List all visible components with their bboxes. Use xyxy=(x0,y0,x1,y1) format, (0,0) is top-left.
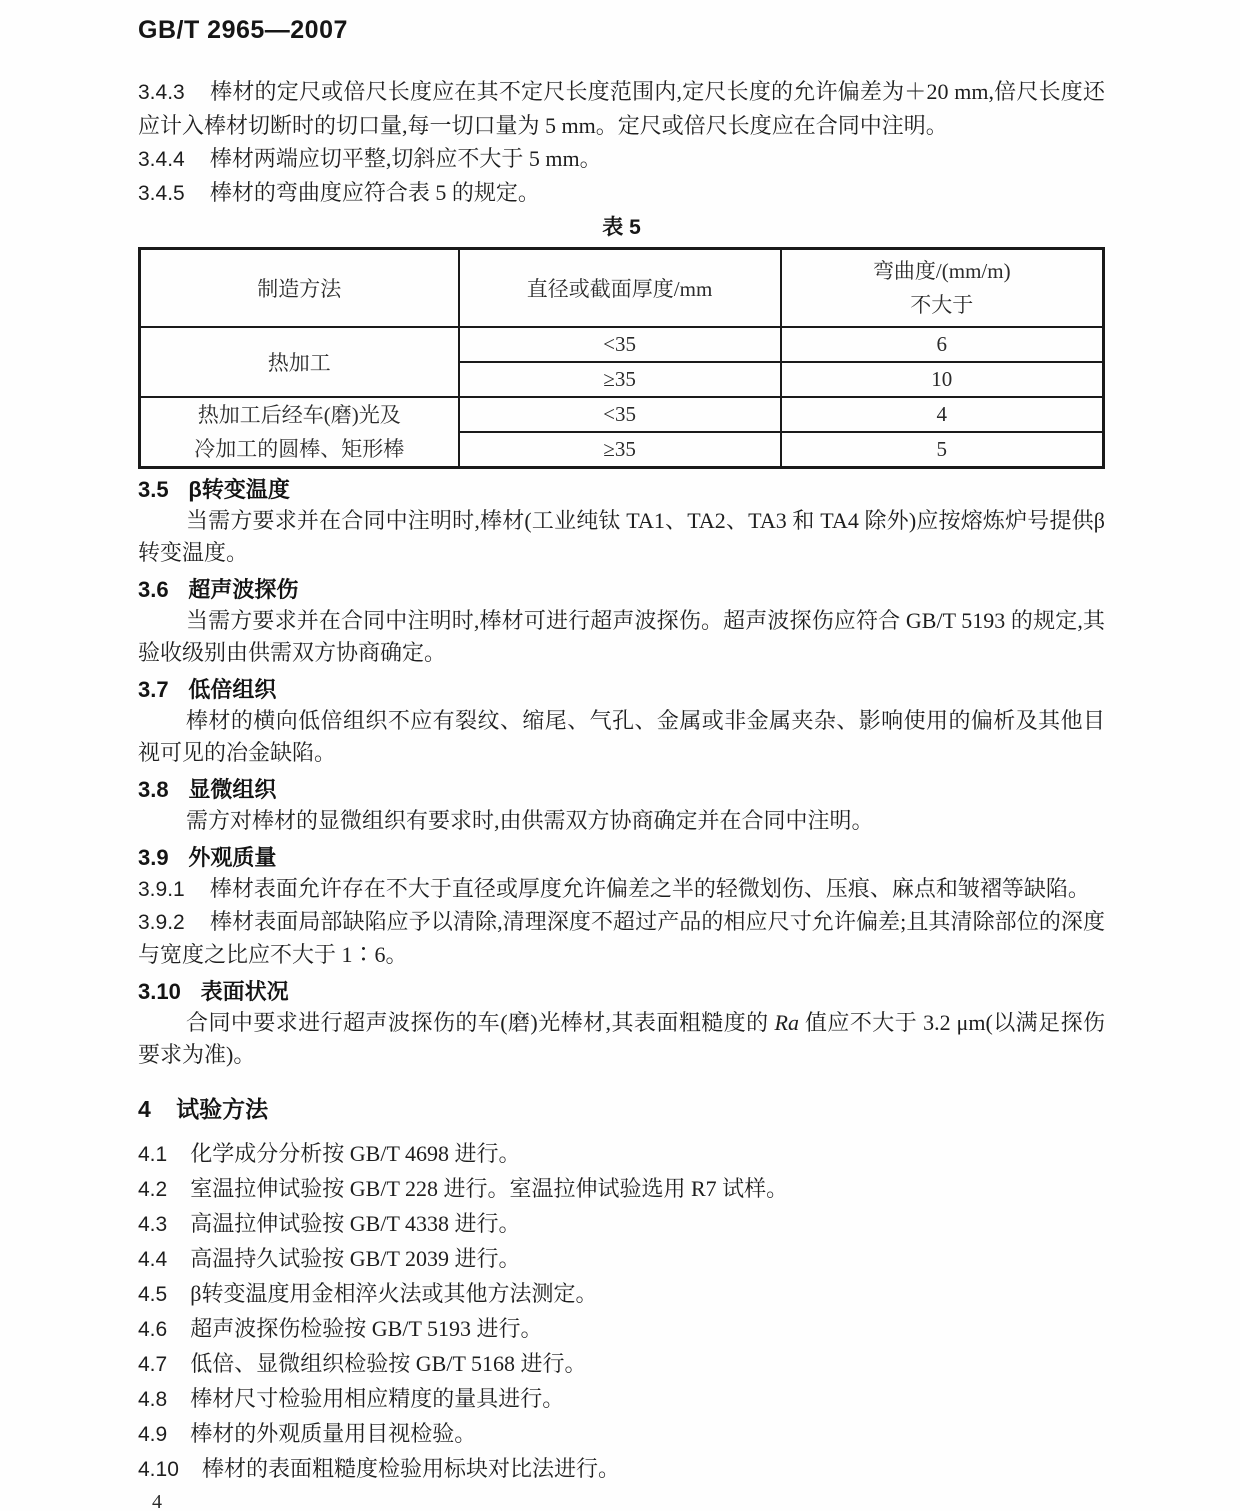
section-3-10-number: 3.10 xyxy=(138,978,181,1004)
table5-bend-cell: 10 xyxy=(781,362,1104,397)
clause-4-9-text: 棒材的外观质量用目视检验。 xyxy=(190,1420,477,1446)
table5-header-bend-line2: 不大于 xyxy=(910,292,974,317)
section-3-6 xyxy=(138,575,1105,669)
clause-3-4-3-number: 3.4.3 xyxy=(138,81,185,104)
section-3-8-heading xyxy=(138,775,1105,805)
section-3-7-paragraph: 棒材的横向低倍组织不应有裂纹、缩尾、气孔、金属或非金属夹杂、影响使用的偏析及其他目视可见的冶金缺陷。 xyxy=(138,707,1105,765)
table5-size-cell: <35 xyxy=(459,327,781,362)
clause-4-10-text: 棒材的表面粗糙度检验用标块对比法进行。 xyxy=(201,1455,620,1481)
clause-3-9-2-text: 棒材表面局部缺陷应予以清除,清理深度不超过产品的相应尺寸允许偏差;且其清除部位的深度与宽度之比应不大于 1∶6。 xyxy=(138,908,1105,967)
table5-bend-cell: 4 xyxy=(781,397,1104,432)
clause-4-3-text: 高温拉伸试验按 GB/T 4338 进行。 xyxy=(190,1210,521,1236)
table5-row xyxy=(140,327,1104,362)
section-3-10-text-after: 值应不大于 3.2 μm(以满足探伤要求为准)。 xyxy=(138,1009,1106,1067)
clause-4-8-number: 4.8 xyxy=(138,1387,168,1411)
section-3-6-number: 3.6 xyxy=(138,576,169,602)
section-3-10-text-before: 合同中要求进行超声波探伤的车(磨)光棒材,其表面粗糙度的 xyxy=(186,1009,775,1035)
clause-4-1-number: 4.1 xyxy=(138,1142,168,1166)
table5-header-size: 直径或截面厚度/mm xyxy=(459,249,781,327)
section-3-9-number: 3.9 xyxy=(138,844,169,870)
section-3-10-title: 表面状况 xyxy=(200,978,289,1004)
clause-3-4-4-number: 3.4.4 xyxy=(138,148,185,171)
table5-header-bend xyxy=(781,249,1104,327)
clause-4-8-text: 棒材尺寸检验用相应精度的量具进行。 xyxy=(190,1385,565,1411)
ra-roughness-symbol: Ra xyxy=(774,1009,799,1035)
clause-4-7-number: 4.7 xyxy=(138,1352,168,1376)
section-3-5-title: β转变温度 xyxy=(188,476,290,502)
clause-4-7-text: 低倍、显微组织检验按 GB/T 5168 进行。 xyxy=(190,1350,587,1376)
section-3-7-title: 低倍组织 xyxy=(188,676,277,702)
clause-4-2-number: 4.2 xyxy=(138,1177,168,1201)
clause-4-4 xyxy=(138,1242,1105,1277)
section-3-5-paragraph: 当需方要求并在合同中注明时,棒材(工业纯钛 TA1、TA2、TA3 和 TA4 除外)应按熔炼炉号提供β转变温度。 xyxy=(138,507,1105,565)
table5-method-machined-line1: 热加工后经车(磨)光及 xyxy=(197,402,401,427)
clause-4-6 xyxy=(138,1312,1105,1347)
section-3-5-number: 3.5 xyxy=(138,476,169,502)
section-3-7-number: 3.7 xyxy=(138,676,169,702)
section-3-10-paragraph xyxy=(138,1007,1105,1071)
clause-4-1 xyxy=(138,1137,1105,1172)
clause-4-10 xyxy=(138,1452,1105,1487)
clause-3-4-5 xyxy=(138,176,1105,210)
clause-4-10-number: 4.10 xyxy=(138,1457,179,1481)
section-3-8-paragraph: 需方对棒材的显微组织有要求时,由供需双方协商确定并在合同中注明。 xyxy=(186,807,874,833)
table5 xyxy=(138,247,1105,469)
table5-method-hot-work: 热加工 xyxy=(140,327,459,397)
section-3-8-number: 3.8 xyxy=(138,776,169,802)
clause-4-3 xyxy=(138,1207,1105,1242)
clause-4-5-number: 4.5 xyxy=(138,1282,168,1306)
section-3-7-heading xyxy=(138,675,1105,705)
clause-4-8 xyxy=(138,1382,1105,1417)
clause-4-6-number: 4.6 xyxy=(138,1317,168,1341)
section-3-9 xyxy=(138,843,1105,971)
page-number: 4 xyxy=(152,1490,162,1511)
section-3-9-title: 外观质量 xyxy=(188,844,277,870)
section-3-8 xyxy=(138,775,1105,837)
chapter-4-heading xyxy=(138,1093,1105,1125)
clause-4-3-number: 4.3 xyxy=(138,1212,168,1236)
table5-bend-cell: 6 xyxy=(781,327,1104,362)
clause-4-2 xyxy=(138,1172,1105,1207)
table5-header-bend-line1: 弯曲度/(mm/m) xyxy=(872,258,1011,283)
table5-size-cell: ≥35 xyxy=(459,432,781,467)
table5-header-row xyxy=(140,249,1104,327)
clause-3-4-4-text: 棒材两端应切平整,切斜应不大于 5 mm。 xyxy=(209,146,602,171)
section-3-8-title: 显微组织 xyxy=(188,776,277,802)
clause-4-9-number: 4.9 xyxy=(138,1422,168,1446)
table5-bend-cell: 5 xyxy=(781,432,1104,467)
clause-4-6-text: 超声波探伤检验按 GB/T 5193 进行。 xyxy=(190,1315,543,1341)
clause-3-9-1 xyxy=(138,873,1105,906)
section-3-6-heading xyxy=(138,575,1105,605)
doc-number: GB/T 2965—2007 xyxy=(138,16,348,44)
clause-4-4-number: 4.4 xyxy=(138,1247,168,1271)
clause-4-5 xyxy=(138,1277,1105,1312)
section-3-6-title: 超声波探伤 xyxy=(188,576,299,602)
table5-size-cell: ≥35 xyxy=(459,362,781,397)
table5-method-machined-line2: 冷加工的圆棒、矩形棒 xyxy=(194,436,405,461)
clause-3-4-4 xyxy=(138,142,1105,176)
table5-size-cell: <35 xyxy=(459,397,781,432)
section-3-7 xyxy=(138,675,1105,769)
clause-4-9 xyxy=(138,1417,1105,1452)
clause-4-5-text: β转变温度用金相淬火法或其他方法测定。 xyxy=(190,1280,598,1306)
clause-4-2-text: 室温拉伸试验按 GB/T 228 进行。室温拉伸试验选用 R7 试样。 xyxy=(190,1175,789,1201)
section-3-10 xyxy=(138,977,1105,1071)
table5-method-machined xyxy=(140,397,459,468)
section-3-5-heading xyxy=(138,475,1105,505)
table5-caption: 表 5 xyxy=(602,216,641,239)
clause-3-9-1-text: 棒材表面允许存在不大于直径或厚度允许偏差之半的轻微划伤、压痕、麻点和皱褶等缺陷。 xyxy=(209,875,1090,901)
clause-3-4-3-text: 棒材的定尺或倍尺长度应在其不定尺长度范围内,定尺长度的允许偏差为＋20 mm,倍尺长度还应计入棒材切断时的切口量,每一切口量为 5 mm。定尺或倍尺长度应在合同中注明。 xyxy=(138,79,1105,138)
clause-4-1-text: 化学成分分析按 GB/T 4698 进行。 xyxy=(190,1140,521,1166)
section-3-5 xyxy=(138,475,1105,569)
clause-3-9-2 xyxy=(138,906,1105,971)
chapter-4-number: 4 xyxy=(138,1095,151,1122)
section-3-6-paragraph: 当需方要求并在合同中注明时,棒材可进行超声波探伤。超声波探伤应符合 GB/T 5193 的规定,其验收级别由供需双方协商确定。 xyxy=(138,607,1105,665)
chapter-4-title: 试验方法 xyxy=(176,1095,269,1122)
clause-3-9-1-number: 3.9.1 xyxy=(138,877,185,901)
clause-3-9-2-number: 3.9.2 xyxy=(138,910,185,934)
table5-header-method: 制造方法 xyxy=(140,249,459,327)
section-3-9-heading xyxy=(138,843,1105,873)
clause-4-4-text: 高温持久试验按 GB/T 2039 进行。 xyxy=(190,1245,521,1271)
clause-3-4-5-number: 3.4.5 xyxy=(138,182,185,205)
section-3-10-heading xyxy=(138,977,1105,1007)
table5-row xyxy=(140,397,1104,432)
clause-3-4-3 xyxy=(138,75,1105,142)
clause-3-4-5-text: 棒材的弯曲度应符合表 5 的规定。 xyxy=(209,180,540,205)
clause-4-7 xyxy=(138,1347,1105,1382)
